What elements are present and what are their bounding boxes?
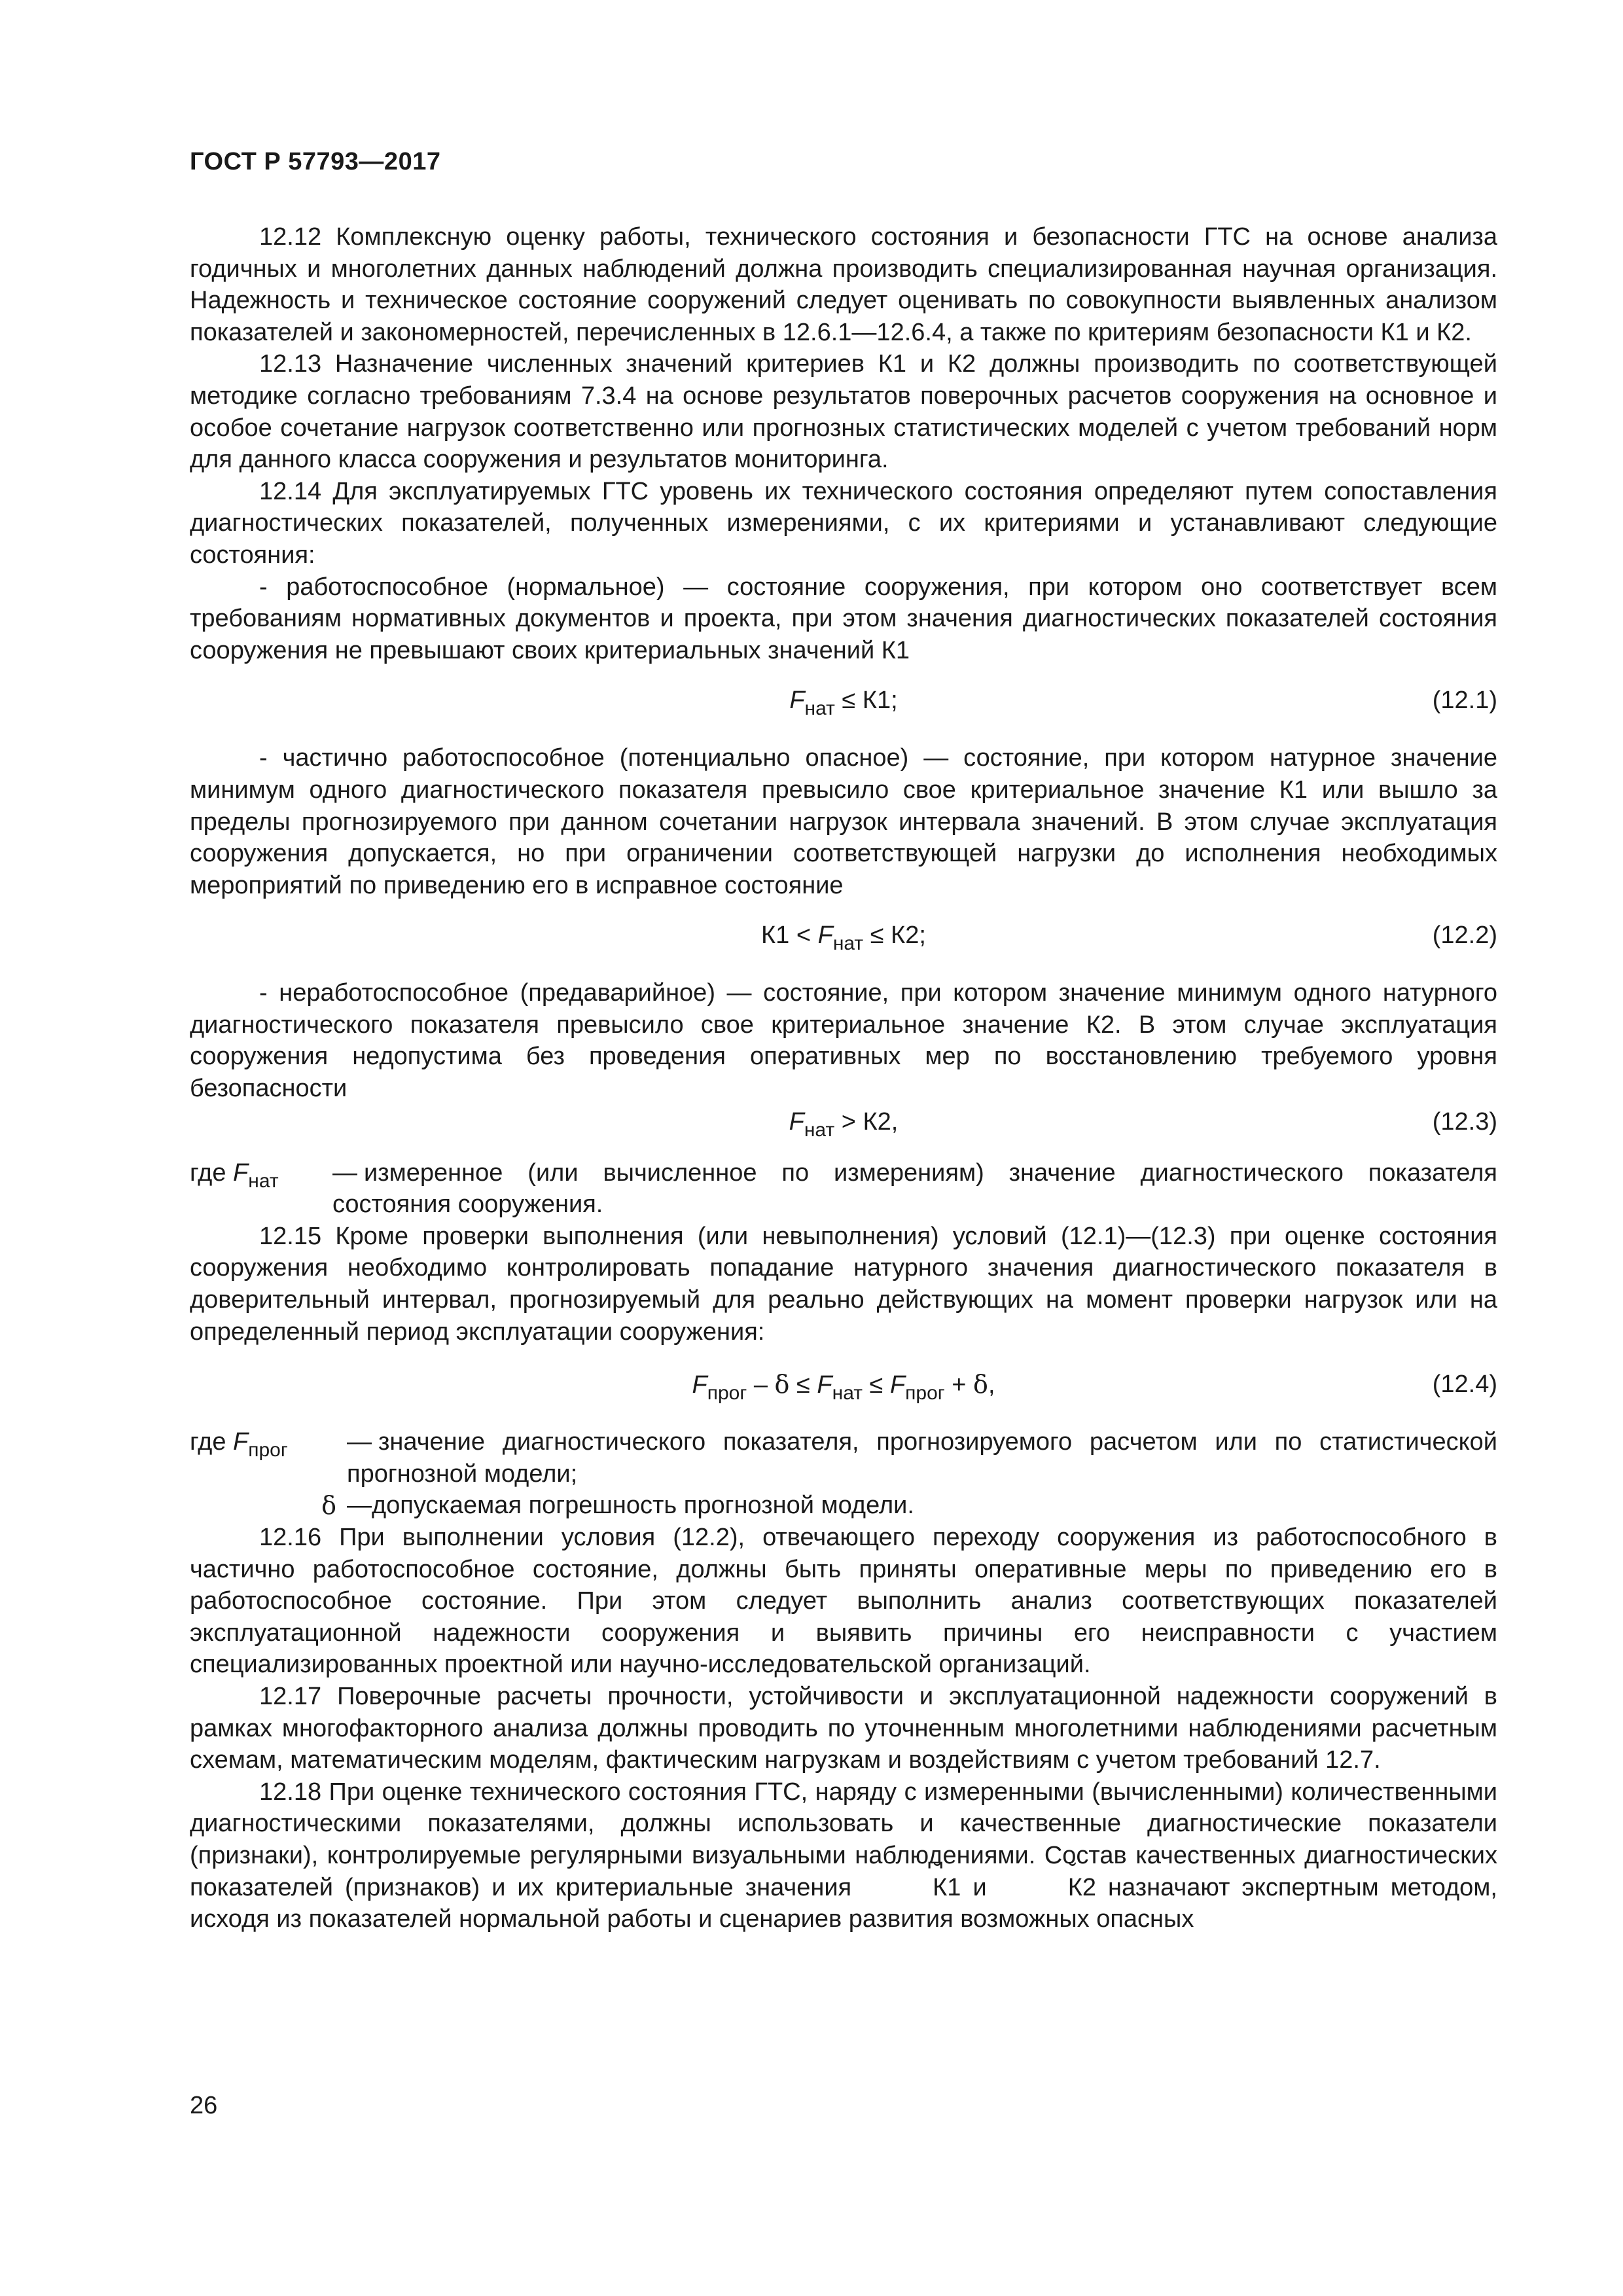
- definition-delta: [190, 1490, 1497, 1522]
- formula-lead: К1 <: [761, 922, 818, 950]
- standard-id: ГОСТ Р 57793—2017: [190, 148, 441, 175]
- paragraph-12-15: 12.15 Кроме проверки выполнения (или невыполнения) условий (12.1)—(12.3) при оценке состояния сооружения необходимо контролировать попадание натурного значения диагностического показателя в доверительный интервал, прогнозируемый для реально действующих на момент проверки нагрузок или на определенный период эксплуатации сооружения:: [190, 1222, 1497, 1346]
- where-word: где: [190, 1428, 234, 1456]
- formula-number: (12.4): [1432, 1371, 1497, 1399]
- definition-body: измеренное (или вычисленное по измерениям) значение диагностического показателя состояния сооружения.: [332, 1158, 1497, 1219]
- symbol-f: F: [817, 1371, 832, 1399]
- formula-expression: [190, 685, 1497, 720]
- formula-number: (12.1): [1432, 687, 1497, 715]
- formula-expression: [190, 920, 1497, 955]
- definition-dash: —: [332, 1158, 357, 1187]
- subscript: нат: [804, 1119, 835, 1141]
- symbol-f: F: [692, 1371, 707, 1399]
- formula-12-4: [190, 1369, 1497, 1407]
- operator: ≤: [789, 1371, 817, 1399]
- subscript: прог: [248, 1439, 288, 1462]
- formula-expression: [190, 1106, 1497, 1141]
- document-body: [190, 221, 1497, 1935]
- definition-text: [347, 1490, 1497, 1522]
- formula-rest: > К2,: [834, 1107, 899, 1136]
- paragraph-12-17: 12.17 Поверочные расчеты прочности, устойчивости и эксплуатационной надежности сооружений в рамках многофакторного анализа должны проводить по уточненным многолетними наблюдениями расчетным схемам, математическим моделям, фактическим нагрузкам и воздействиям с учетом требований 12.7.: [190, 1682, 1497, 1774]
- paragraph-text: 1 и: [947, 1873, 999, 1901]
- symbol-f: F: [889, 1371, 906, 1399]
- formula-expression: [190, 1369, 1497, 1405]
- operator: –: [747, 1371, 775, 1399]
- subscript: нат: [248, 1170, 279, 1192]
- formula-rest: ≤ К2;: [863, 922, 926, 950]
- formula-tail: ,: [988, 1371, 995, 1399]
- symbol-delta: δ: [973, 1370, 988, 1399]
- paragraph-12-12: 12.12 Комплексную оценку работы, технического состояния и безопасности ГТС на основе анализа годичных и многолетних данных наблюдений должна производить специализированная научная организация. Надежность и техническое состояние сооружений следует оценивать по совокупности выявленных анализом показателей и закономерностей, перечисленных в 12.6.1—12.6.4, а также по критериям безопасности К1 и К2.: [190, 223, 1497, 346]
- operator: ≤: [862, 1371, 890, 1399]
- criterion-k-breve: ˘ К: [863, 1872, 947, 1904]
- definition-body: значение диагностического показателя, прогнозируемого расчетом или по статистической прогнозной модели;: [347, 1428, 1497, 1488]
- state-failed: - неработоспособное (предаварийное) — состояние, при котором значение минимум одного натурного диагностического показателя превысило свое критериальное значение К2. В этом случае эксплуатация сооружения недопустима без проведения оперативных мер по восстановлению требуемого уровня безопасности: [190, 979, 1497, 1103]
- state-normal: - работоспособное (нормальное) — состояние сооружения, при котором оно соответствует всем требованиям нормативных документов и проекта, при этом значения диагностических показателей состояния сооружения не превышают своих критериальных значений К1: [190, 573, 1497, 664]
- subscript: нат: [804, 698, 835, 720]
- paragraph-12-13: 12.13 Назначение численных значений критериев К1 и К2 должны производить по соответствующей методике согласно требованиям 7.3.4 на основе результатов поверочных расчетов сооружения на основное и особое сочетание нагрузок соответственно или прогнозных статистических моделей с учетом требований норм для данного класса сооружения и результатов мониторинга.: [190, 350, 1497, 474]
- state-partial: - частично работоспособное (потенциально опасное) — состояние, при котором натурное значение минимум одного диагностического показателя превысило свое критериальное значение К1 или вышло за пределы прогнозируемого при данном сочетании нагрузок интервала значений. В этом случае эксплуатация сооружения допускается, но при ограничении соответствующей нагрузки до исполнения необходимых мероприятий по приведению его в исправное состояние: [190, 744, 1497, 899]
- where-word: где: [190, 1158, 234, 1187]
- definition-body: допускаемая погрешность прогнозной модели.: [372, 1492, 914, 1520]
- definition-term: δ: [321, 1491, 336, 1520]
- definition-term: [190, 1157, 332, 1221]
- formula-number: (12.2): [1432, 922, 1497, 950]
- criterion-k-breve: ˘ К: [999, 1872, 1082, 1904]
- formula-12-1: [190, 685, 1497, 723]
- paragraph-12-14: 12.14 Для эксплуатируемых ГТС уровень их технического состояния определяют путем сопоставления диагностических показателей, полученных измерениями, с их критериями и устанавливают следующие состояния:: [190, 477, 1497, 569]
- definition-dash: —: [347, 1428, 372, 1456]
- paragraph-text: 12.18 При оценке технического состояния ГТС, наряду с измеренными (вычисленными) количественными диагностическими показателями, должны использовать и качественные диагностические показатели (признаки), контролируемые регулярными визуальными наблюдениями. Состав качественных диагностических показателей (признаков) и их критериальные значения: [190, 1778, 1497, 1901]
- formula-12-2: [190, 920, 1497, 958]
- operator: +: [944, 1371, 974, 1399]
- definition-text: [332, 1157, 1497, 1221]
- symbol-f: F: [817, 922, 833, 950]
- subscript: прог: [905, 1382, 945, 1405]
- symbol-f: F: [789, 1107, 804, 1136]
- symbol-f: F: [233, 1158, 249, 1187]
- page-number: 26: [190, 2092, 218, 2119]
- definition-f-nat: [190, 1157, 1497, 1221]
- definition-f-prog: [190, 1426, 1497, 1490]
- subscript: нат: [832, 933, 864, 955]
- formula-12-3: [190, 1106, 1497, 1144]
- paragraph-text: 2 назначают экспертным методом, исходя из показателей нормальной работы и сценариев развития возможных опасных: [190, 1873, 1497, 1933]
- symbol-delta: δ: [774, 1370, 790, 1399]
- subscript: прог: [707, 1382, 747, 1405]
- subscript: нат: [832, 1382, 863, 1405]
- symbol-f: F: [233, 1428, 249, 1456]
- definition-term: [190, 1426, 347, 1490]
- definition-dash: —: [347, 1492, 372, 1520]
- paragraph-12-16: 12.16 При выполнении условия (12.2), отвечающего переходу сооружения из работоспособного в частично работоспособное состояние, должны быть приняты оперативные меры по приведению его в работоспособное состояние. При этом следует выполнить анализ соответствующих показателей эксплуатационной надежности сооружения и выявить причины его неисправности с участием специализированных проектной или научно-исследовательской организаций.: [190, 1524, 1497, 1679]
- symbol-f: F: [789, 687, 805, 715]
- paragraph-12-18: [190, 1776, 1497, 1935]
- formula-rest: ≤ К1;: [834, 687, 898, 715]
- formula-number: (12.3): [1432, 1107, 1497, 1136]
- definition-text: [347, 1426, 1497, 1490]
